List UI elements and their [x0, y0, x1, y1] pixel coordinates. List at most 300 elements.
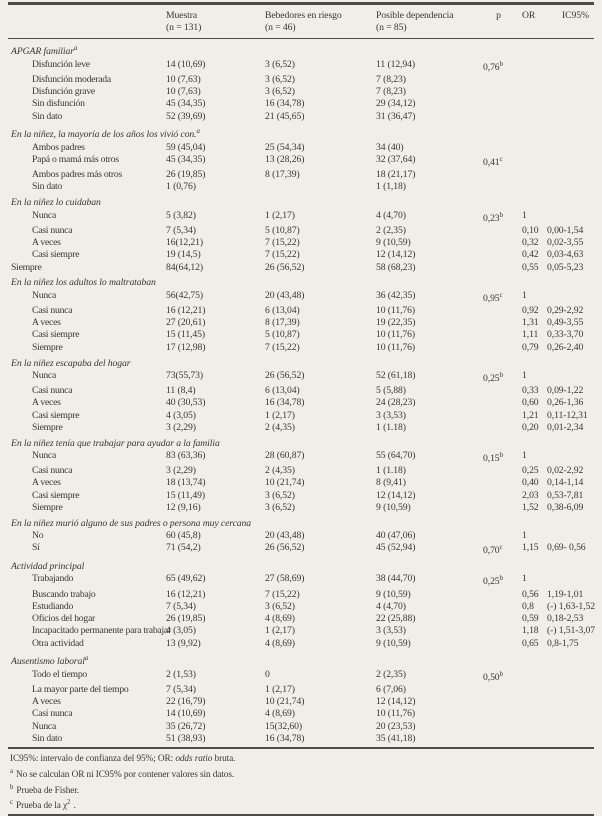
cell-muestra — [166, 613, 265, 625]
cell-dependencia-text: 1 (1.18) — [376, 421, 406, 433]
section-title-text: Actividad principal — [11, 561, 85, 573]
cell-bebedores — [265, 696, 376, 708]
cell-or-value — [514, 542, 547, 557]
row-label — [8, 385, 166, 397]
row-label — [8, 638, 166, 650]
cell-bebedores-text: 3 (6,52) — [265, 58, 295, 70]
cell-bebedores-text: 21 (45,65) — [265, 110, 305, 122]
cell-bebedores-text: 7 (15,22) — [265, 341, 300, 353]
cell-bebedores — [265, 477, 376, 489]
cell-muestra-text: 45 (34,35) — [166, 98, 206, 110]
cell-dependencia-text: 31 (36,47) — [376, 110, 416, 122]
cell-muestra-text: 52 (39,69) — [166, 110, 206, 122]
row-label-text: Ambos padres más otros — [32, 169, 123, 181]
cell-ic95-value — [547, 86, 594, 98]
p-value-text: 0,70 — [483, 545, 500, 557]
row-label-text: Siempre — [11, 261, 42, 273]
cell-or-value — [514, 385, 547, 397]
cell-ic95-value — [547, 305, 594, 317]
or-value-text: 0,92 — [522, 304, 539, 316]
cell-dependencia-text: 11 (12,94) — [376, 58, 415, 70]
row-label — [8, 370, 166, 385]
p-value-superscript: b — [499, 451, 503, 459]
cell-bebedores-text: 2 (4,35) — [265, 465, 295, 477]
cell-dependencia — [376, 669, 483, 684]
section-title-text: En la niñez escapaba del hogar — [11, 357, 131, 369]
section-title — [8, 653, 594, 668]
cell-dependencia-text: 10 (11,76) — [376, 304, 415, 316]
cell-muestra-text: 5 (3,82) — [166, 209, 196, 221]
cell-muestra-text: 60 (45,8) — [166, 529, 201, 541]
cell-p-value — [483, 210, 514, 225]
cell-bebedores-text: 7 (15,22) — [265, 237, 300, 249]
cell-bebedores — [265, 74, 376, 86]
cell-or-value — [514, 638, 547, 650]
column-header-line2: (n = 131) — [166, 22, 202, 34]
cell-p-value — [483, 465, 514, 477]
table-row — [8, 59, 594, 74]
ic95-value-text: (-) 1,63-1,52 — [547, 600, 595, 612]
cell-bebedores — [265, 721, 376, 733]
cell-or-value — [514, 342, 547, 354]
p-value-text: 0,25 — [483, 372, 500, 384]
cell-bebedores — [265, 385, 376, 397]
cell-p-value — [483, 613, 514, 625]
cell-muestra-text: 15 (11,49) — [166, 489, 205, 501]
or-value-text: 0,40 — [522, 477, 539, 489]
cell-dependencia-text: 32 (37,64) — [376, 153, 416, 165]
table-row — [8, 613, 594, 625]
section-title-text: APGAR familiar — [11, 46, 74, 58]
table-row — [8, 290, 594, 305]
section-title-superscript: a — [196, 128, 200, 136]
ic95-value-text: (-) 1,51-3,07 — [547, 625, 595, 637]
ic95-value-text: 0,38-6,09 — [547, 501, 584, 513]
cell-muestra — [166, 696, 265, 708]
p-value-text: 0,41 — [483, 156, 500, 168]
cell-muestra — [166, 397, 265, 409]
row-label — [8, 329, 166, 341]
cell-dependencia-text: 10 (11,76) — [376, 708, 415, 720]
cell-dependencia-text: 34 (40) — [376, 141, 404, 153]
cell-dependencia — [376, 169, 483, 181]
cell-bebedores — [265, 262, 376, 274]
cell-p-value — [483, 74, 514, 86]
table-section — [8, 438, 594, 515]
cell-ic95-value — [547, 477, 594, 489]
cell-p-value — [483, 370, 514, 385]
row-label-text: Casi nunca — [32, 708, 73, 720]
column-header-p — [483, 10, 514, 35]
p-value-superscript: b — [499, 670, 503, 678]
cell-dependencia — [376, 625, 483, 637]
table-row — [8, 477, 594, 489]
cell-muestra — [166, 385, 265, 397]
cell-muestra — [166, 305, 265, 317]
cell-ic95-value — [547, 169, 594, 181]
row-label-text: A veces — [32, 237, 61, 249]
or-value-text: 1,15 — [522, 542, 539, 554]
cell-bebedores-text: 28 (60,87) — [265, 449, 305, 461]
cell-or-value — [514, 573, 547, 588]
cell-bebedores-text: 26 (56,52) — [265, 261, 305, 273]
section-title-text: En la niñez murió alguno de sus padres o persona muy cercana — [11, 517, 252, 529]
row-label — [8, 733, 166, 745]
cell-dependencia — [376, 249, 483, 261]
cell-muestra-text: 4 (3,05) — [166, 409, 196, 421]
ic95-value-text: 0,33-3,70 — [547, 329, 584, 341]
row-label — [8, 142, 166, 154]
cell-ic95-value — [547, 502, 594, 514]
cell-or-value — [514, 370, 547, 385]
column-header-dependencia — [376, 10, 483, 35]
cell-ic95-value — [547, 181, 594, 193]
row-label — [8, 613, 166, 625]
row-label-text: Casi siempre — [32, 249, 80, 261]
cell-muestra-text: 83 (63,36) — [166, 449, 206, 461]
cell-dependencia — [376, 502, 483, 514]
column-header-line1: Bebedores en riesgo — [265, 9, 342, 21]
cell-bebedores-text: 3 (6,52) — [265, 73, 295, 85]
row-label-text: Disfunción moderada — [32, 73, 111, 85]
cell-or-value — [514, 249, 547, 261]
cell-bebedores — [265, 490, 376, 502]
cell-dependencia — [376, 329, 483, 341]
cell-muestra — [166, 237, 265, 249]
or-value-text: 0,65 — [522, 637, 539, 649]
row-label-text: Sin dato — [32, 181, 63, 193]
row-label-text: Sin disfunción — [32, 98, 85, 110]
cell-muestra-text: 27 (20,61) — [166, 317, 206, 329]
cell-bebedores-text: 8 (17,39) — [265, 317, 300, 329]
row-label — [8, 422, 166, 434]
table-section — [8, 358, 594, 435]
cell-bebedores — [265, 542, 376, 557]
cell-ic95-value — [547, 684, 594, 696]
cell-muestra — [166, 262, 265, 274]
cell-or-value — [514, 154, 547, 169]
cell-ic95-value — [547, 225, 594, 237]
cell-muestra — [166, 477, 265, 489]
cell-muestra-text: 59 (45,04) — [166, 141, 206, 153]
footnote-text: Prueba de la χ — [16, 801, 68, 812]
row-label-text: Nunca — [32, 289, 57, 301]
or-value-text: 0,59 — [522, 613, 539, 625]
cell-dependencia — [376, 342, 483, 354]
cell-or-value — [514, 450, 547, 465]
cell-or-value — [514, 465, 547, 477]
row-label-text: La mayor parte del tiempo — [32, 683, 129, 695]
cell-muestra — [166, 317, 265, 329]
cell-muestra — [166, 733, 265, 745]
row-label — [8, 410, 166, 422]
cell-dependencia-text: 19 (22,35) — [376, 317, 416, 329]
table-section — [8, 561, 594, 650]
cell-ic95-value — [547, 154, 594, 169]
cell-p-value — [483, 59, 514, 74]
cell-p-value — [483, 696, 514, 708]
or-value-text: 0,55 — [522, 261, 539, 273]
cell-muestra — [166, 669, 265, 684]
cell-dependencia-text: 52 (61,18) — [376, 369, 416, 381]
or-value-text: 1,52 — [522, 501, 539, 513]
table-header-row — [8, 5, 594, 38]
column-header-line2: (n = 85) — [376, 22, 407, 34]
cell-p-value — [483, 573, 514, 588]
cell-muestra — [166, 708, 265, 720]
section-title — [8, 438, 594, 450]
cell-muestra-text: 2 (1,53) — [166, 668, 196, 680]
table-section — [8, 126, 594, 193]
row-label — [8, 181, 166, 193]
cell-muestra — [166, 225, 265, 237]
cell-muestra-text: 84(64,12) — [166, 261, 204, 273]
cell-ic95-value — [547, 573, 594, 588]
cell-bebedores — [265, 210, 376, 225]
cell-p-value — [483, 422, 514, 434]
row-label — [8, 154, 166, 169]
table-row — [8, 625, 594, 637]
cell-muestra — [166, 638, 265, 650]
cell-dependencia-text: 10 (11,76) — [376, 341, 415, 353]
cell-or-value — [514, 111, 547, 123]
table-row — [8, 669, 594, 684]
cell-p-value — [483, 397, 514, 409]
cell-muestra — [166, 465, 265, 477]
table-row — [8, 589, 594, 601]
cell-bebedores-text: 16 (34,78) — [265, 397, 305, 409]
cell-dependencia-text: 40 (47,06) — [376, 529, 416, 541]
cell-muestra-text: 40 (30,53) — [166, 397, 206, 409]
row-label — [8, 111, 166, 123]
ic95-value-text: 0,49-3,55 — [547, 317, 584, 329]
table-row — [8, 708, 594, 720]
row-label-text: No — [32, 529, 44, 541]
cell-p-value — [483, 169, 514, 181]
cell-dependencia — [376, 490, 483, 502]
cell-bebedores-text: 2 (4,35) — [265, 421, 295, 433]
row-label — [8, 477, 166, 489]
cell-bebedores-text: 4 (8,69) — [265, 613, 295, 625]
footnote-marker: a — [10, 767, 14, 775]
cell-muestra — [166, 342, 265, 354]
or-value-text: 0,32 — [522, 237, 539, 249]
cell-muestra-text: 3 (2,29) — [166, 421, 196, 433]
cell-bebedores — [265, 465, 376, 477]
table-row — [8, 542, 594, 557]
table-row — [8, 154, 594, 169]
cell-or-value — [514, 490, 547, 502]
cell-muestra-text: 18 (13,74) — [166, 477, 206, 489]
cell-bebedores — [265, 249, 376, 261]
row-label-text: Casi nunca — [32, 385, 73, 396]
column-header-line1: OR — [522, 9, 536, 21]
cell-ic95-value — [547, 74, 594, 86]
cell-dependencia-text: 9 (10,59) — [376, 588, 411, 600]
cell-bebedores-text: 3 (6,52) — [265, 489, 295, 501]
column-header-line1: p — [496, 9, 501, 21]
cell-or-value — [514, 601, 547, 613]
row-label-text: Otra actividad — [32, 637, 84, 649]
cell-muestra-text: 19 (14,5) — [166, 249, 201, 261]
cell-dependencia — [376, 422, 483, 434]
cell-p-value — [483, 154, 514, 169]
cell-bebedores — [265, 638, 376, 650]
row-label-text: A veces — [32, 317, 61, 329]
table-row — [8, 225, 594, 237]
cell-bebedores-text: 25 (54,34) — [265, 141, 305, 153]
cell-bebedores-text: 4 (8,69) — [265, 637, 295, 649]
cell-muestra-text: 26 (19,85) — [166, 613, 206, 625]
cell-bebedores — [265, 142, 376, 154]
cell-dependencia-text: 9 (10,59) — [376, 501, 411, 513]
table-row — [8, 490, 594, 502]
cell-bebedores-text: 26 (56,52) — [265, 369, 305, 381]
cell-ic95-value — [547, 696, 594, 708]
cell-p-value — [483, 111, 514, 123]
cell-bebedores-text: 13 (28,26) — [265, 153, 305, 165]
statistics-table — [0, 2, 602, 816]
cell-muestra-text: 4 (3,05) — [166, 625, 196, 637]
cell-ic95-value — [547, 669, 594, 684]
ic95-value-text: 0,00-1,54 — [547, 224, 584, 236]
row-label-text: Nunca — [32, 449, 57, 461]
cell-or-value — [514, 86, 547, 98]
cell-or-value — [514, 305, 547, 317]
column-header-line1: IC95% — [562, 9, 589, 21]
row-label-text: Sin dato — [32, 110, 63, 122]
cell-muestra-text: 10 (7,63) — [166, 73, 201, 85]
cell-bebedores-text: 3 (6,52) — [265, 86, 295, 98]
table-row — [8, 385, 594, 397]
cell-muestra — [166, 422, 265, 434]
footnote-superscript: 2 — [67, 799, 71, 807]
cell-p-value — [483, 638, 514, 650]
row-label-text: Siempre — [32, 501, 63, 513]
cell-muestra — [166, 721, 265, 733]
cell-bebedores — [265, 237, 376, 249]
row-label-text: Casi nunca — [32, 304, 73, 316]
cell-p-value — [483, 290, 514, 305]
cell-or-value — [514, 225, 547, 237]
cell-or-value — [514, 181, 547, 193]
cell-bebedores-text: 1 (2,17) — [265, 625, 295, 637]
cell-ic95-value — [547, 370, 594, 385]
or-value-text: 0,10 — [522, 224, 539, 236]
table-row — [8, 305, 594, 317]
cell-muestra-text: 22 (16,79) — [166, 696, 206, 708]
ic95-value-text: 0,03-4,63 — [547, 249, 584, 261]
row-label-text: Sí — [32, 542, 40, 554]
cell-bebedores-text: 6 (13,04) — [265, 304, 300, 316]
cell-ic95-value — [547, 290, 594, 305]
cell-dependencia — [376, 542, 483, 557]
cell-dependencia — [376, 573, 483, 588]
ic95-value-text: 0,26-2,40 — [547, 341, 584, 353]
cell-dependencia — [376, 477, 483, 489]
table-row — [8, 502, 594, 514]
footnote-text: bruta. — [212, 753, 236, 764]
table-row — [8, 410, 594, 422]
footnote-text: IC95%: intervalo de confianza del 95%; OR: — [10, 753, 176, 764]
cell-dependencia-text: 9 (10,59) — [376, 237, 411, 249]
row-label-text: Trabajando — [32, 573, 74, 585]
row-label — [8, 98, 166, 110]
column-header-muestra — [166, 10, 265, 35]
cell-bebedores — [265, 154, 376, 169]
cell-muestra — [166, 169, 265, 181]
cell-ic95-value — [547, 237, 594, 249]
row-label — [8, 542, 166, 557]
cell-bebedores — [265, 589, 376, 601]
cell-bebedores-text: 20 (43,48) — [265, 529, 305, 541]
cell-muestra — [166, 625, 265, 637]
table-row — [8, 98, 594, 110]
cell-p-value — [483, 410, 514, 422]
row-label-text: Casi nunca — [32, 465, 73, 477]
cell-muestra — [166, 410, 265, 422]
cell-ic95-value — [547, 210, 594, 225]
cell-dependencia — [376, 708, 483, 720]
cell-dependencia-text: 36 (42,35) — [376, 289, 416, 301]
cell-dependencia-text: 4 (4,70) — [376, 600, 406, 612]
cell-dependencia — [376, 385, 483, 397]
cell-or-value — [514, 59, 547, 74]
section-title-text: En la niñez lo cuidaban — [11, 197, 101, 209]
cell-ic95-value — [547, 317, 594, 329]
cell-dependencia-text: 8 (9,41) — [376, 477, 406, 489]
column-header-ic95 — [547, 10, 594, 35]
cell-ic95-value — [547, 450, 594, 465]
cell-muestra-text: 71 (54,2) — [166, 542, 201, 554]
cell-p-value — [483, 589, 514, 601]
row-label-text: Oficios del hogar — [32, 613, 96, 625]
cell-muestra — [166, 502, 265, 514]
row-label-text: Casi nunca — [32, 224, 73, 236]
cell-bebedores-text: 7 (15,22) — [265, 588, 300, 600]
cell-dependencia — [376, 237, 483, 249]
p-value-superscript: b — [499, 211, 503, 219]
cell-muestra — [166, 249, 265, 261]
cell-ic95-value — [547, 721, 594, 733]
cell-p-value — [483, 142, 514, 154]
or-value-text: 0,25 — [522, 465, 539, 477]
cell-ic95-value — [547, 542, 594, 557]
cell-dependencia-text: 12 (14,12) — [376, 489, 416, 501]
row-label-text: Casi siempre — [32, 409, 80, 421]
table-body — [8, 39, 594, 745]
cell-p-value — [483, 708, 514, 720]
row-label — [8, 249, 166, 261]
cell-or-value — [514, 397, 547, 409]
cell-or-value — [514, 237, 547, 249]
ic95-value-text: 0,69- 0,56 — [547, 542, 586, 554]
cell-dependencia-text: 1 (1.18) — [376, 465, 406, 477]
cell-bebedores — [265, 329, 376, 341]
table-row — [8, 111, 594, 123]
footnote-a — [10, 766, 594, 782]
row-label — [8, 74, 166, 86]
table-row — [8, 601, 594, 613]
section-title — [8, 518, 594, 530]
footnote-text: Prueba de Fisher. — [16, 785, 79, 796]
cell-dependencia — [376, 450, 483, 465]
row-label — [8, 589, 166, 601]
cell-dependencia — [376, 59, 483, 74]
cell-bebedores-text: 10 (21,74) — [265, 696, 305, 708]
or-value-text: 2,03 — [522, 489, 539, 501]
table-row — [8, 181, 594, 193]
